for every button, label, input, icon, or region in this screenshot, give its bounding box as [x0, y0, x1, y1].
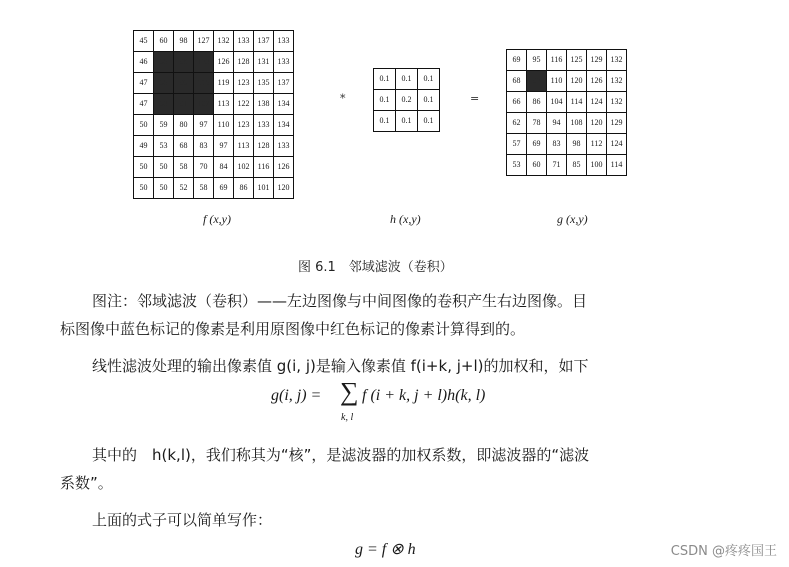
g_matrix-cell: 62	[507, 113, 527, 134]
h_matrix-cell: 0.1	[418, 69, 440, 90]
f_matrix-cell: 127	[194, 31, 214, 52]
h_matrix-cell: 0.2	[396, 90, 418, 111]
f_matrix-cell: 137	[274, 73, 294, 94]
kernel-line-2: 系数”。	[60, 474, 113, 492]
f_matrix-cell: 50	[134, 115, 154, 136]
h_matrix-cell: 0.1	[374, 111, 396, 132]
f_matrix-cell: 123	[234, 115, 254, 136]
f_matrix-cell: 70	[194, 157, 214, 178]
note-line-2: 标图像中蓝色标记的像素是利用原图像中红色标记的像素计算得到的。	[60, 320, 526, 338]
f_matrix-cell: 65	[154, 73, 174, 94]
f_matrix-cell: 84	[214, 157, 234, 178]
f_matrix-cell: 133	[234, 31, 254, 52]
f_matrix-cell: 53	[154, 136, 174, 157]
g_matrix-row	[507, 71, 627, 92]
g_matrix-cell: 120	[567, 71, 587, 92]
f_matrix-row	[134, 73, 294, 94]
f_matrix-cell: 134	[274, 115, 294, 136]
f_matrix-cell: 133	[274, 31, 294, 52]
f_matrix-cell: 107	[194, 94, 214, 115]
sigma-subscript: k, l	[341, 412, 354, 423]
f_matrix-cell: 58	[194, 178, 214, 199]
g_matrix-cell: 108	[567, 113, 587, 134]
f_matrix-cell: 47	[134, 73, 154, 94]
g_matrix-cell: 68	[507, 71, 527, 92]
sigma-symbol: ∑	[340, 377, 359, 406]
f_matrix-cell: 50	[154, 157, 174, 178]
g_matrix-cell: 132	[607, 71, 627, 92]
final-formula: g = f ⊗ h	[355, 541, 416, 558]
h_matrix-cell: 0.1	[374, 90, 396, 111]
f_matrix-cell: 133	[274, 136, 294, 157]
f_matrix-cell: 122	[234, 94, 254, 115]
g_matrix-cell: 85	[567, 155, 587, 176]
g_matrix-cell: 78	[527, 113, 547, 134]
g_matrix-cell: 125	[567, 50, 587, 71]
h_matrix-cell: 0.1	[374, 69, 396, 90]
matrix-f	[133, 30, 294, 199]
g_matrix-cell: 114	[567, 92, 587, 113]
f_matrix-cell: 126	[274, 157, 294, 178]
g_matrix-cell: 129	[587, 50, 607, 71]
f_matrix-row	[134, 157, 294, 178]
f_matrix-row	[134, 136, 294, 157]
figure-caption: 图 6.1 邻域滤波（卷积）	[298, 260, 453, 275]
h_matrix-cell: 0.1	[418, 90, 440, 111]
f_matrix-cell: 50	[154, 178, 174, 199]
h_matrix-cell: 0.1	[396, 111, 418, 132]
label-f: f (x,y)	[203, 212, 231, 226]
f_matrix-cell: 131	[254, 52, 274, 73]
f_matrix-cell: 102	[234, 157, 254, 178]
g_matrix-cell: 69	[527, 134, 547, 155]
f_matrix-cell: 97	[214, 136, 234, 157]
g_matrix-cell: 124	[607, 134, 627, 155]
f_matrix-cell: 115	[194, 73, 214, 94]
g_matrix-row	[507, 50, 627, 71]
f_matrix-cell: 50	[134, 178, 154, 199]
g_matrix-row	[507, 155, 627, 176]
f_matrix-cell: 133	[274, 52, 294, 73]
f_matrix-cell: 65	[154, 52, 174, 73]
f_matrix-cell: 52	[174, 178, 194, 199]
g_matrix-cell: 60	[527, 155, 547, 176]
f_matrix-cell: 116	[254, 157, 274, 178]
f_matrix-cell: 60	[154, 31, 174, 52]
f_matrix-cell: 68	[174, 136, 194, 157]
g_matrix-cell: 86	[527, 92, 547, 113]
g_matrix-cell: 129	[607, 113, 627, 134]
f_matrix-cell: 101	[254, 178, 274, 199]
f_matrix-cell: 126	[214, 52, 234, 73]
f_matrix-cell: 132	[214, 31, 234, 52]
simple-form-line: 上面的式子可以简单写作：	[92, 511, 273, 529]
f_matrix-cell: 45	[134, 31, 154, 52]
f_matrix-cell: 98	[174, 31, 194, 52]
f_matrix-cell: 123	[234, 73, 254, 94]
f_matrix-cell: 119	[214, 73, 234, 94]
g_matrix-cell: 110	[547, 71, 567, 92]
g_matrix-row	[507, 113, 627, 134]
formula-right: f (i + k, j + l)h(k, l)	[362, 387, 486, 404]
g_matrix-cell: 126	[587, 71, 607, 92]
f_matrix-cell: 47	[134, 94, 154, 115]
g_matrix-cell: 114	[607, 155, 627, 176]
g_matrix-cell: 124	[587, 92, 607, 113]
g_matrix-cell: 132	[607, 92, 627, 113]
f_matrix-cell: 50	[134, 157, 154, 178]
f_matrix-cell: 98	[174, 52, 194, 73]
f_matrix-row	[134, 31, 294, 52]
f_matrix-cell: 83	[194, 136, 214, 157]
f_matrix-cell: 80	[174, 115, 194, 136]
h_matrix-row	[374, 111, 440, 132]
g_matrix-cell: 104	[547, 92, 567, 113]
g_matrix-cell: 83	[547, 134, 567, 155]
f_matrix-cell: 69	[214, 178, 234, 199]
h_matrix-row	[374, 69, 440, 90]
h_matrix-cell: 0.1	[418, 111, 440, 132]
g_matrix-cell: 100	[587, 155, 607, 176]
f_matrix-cell: 137	[254, 31, 274, 52]
f_matrix-cell: 49	[134, 136, 154, 157]
formula-left: g(i, j) =	[271, 387, 322, 404]
g_matrix-row	[507, 134, 627, 155]
matrix-g	[506, 49, 627, 176]
g_matrix-cell: 69	[507, 50, 527, 71]
f_matrix-cell: 58	[174, 157, 194, 178]
h_matrix-row	[374, 90, 440, 111]
f_matrix-row	[134, 52, 294, 73]
g_matrix-cell: 116	[547, 50, 567, 71]
f_matrix-cell: 133	[254, 115, 274, 136]
g_matrix-cell: 95	[527, 50, 547, 71]
note-line-1: 图注：邻域滤波（卷积）——左边图像与中间图像的卷积产生右边图像。目	[92, 292, 588, 310]
f_matrix-cell: 134	[274, 94, 294, 115]
f_matrix-cell: 86	[234, 178, 254, 199]
g_matrix-cell: 98	[567, 134, 587, 155]
f_matrix-cell: 135	[254, 73, 274, 94]
convolution-operator: *	[340, 92, 346, 105]
g_matrix-row	[507, 92, 627, 113]
f_matrix-cell: 110	[214, 115, 234, 136]
h_matrix-cell: 0.1	[396, 69, 418, 90]
g_matrix-cell: 57	[507, 134, 527, 155]
matrix-h	[373, 68, 440, 132]
equals-operator: =	[470, 92, 480, 105]
g_matrix-cell: 92	[527, 71, 547, 92]
f_matrix-cell: 138	[254, 94, 274, 115]
f_matrix-cell: 120	[274, 178, 294, 199]
g_matrix-cell: 132	[607, 50, 627, 71]
kernel-line-1: 其中的 h(k,l)，我们称其为“核”，是滤波器的加权系数，即滤波器的“滤波	[92, 446, 590, 464]
g_matrix-cell: 120	[587, 113, 607, 134]
g_matrix-cell: 112	[587, 134, 607, 155]
f_matrix-cell: 128	[254, 136, 274, 157]
label-h: h (x,y)	[390, 212, 421, 226]
g_matrix-cell: 71	[547, 155, 567, 176]
watermark: CSDN @疼疼国王	[670, 544, 777, 559]
f_matrix-row	[134, 115, 294, 136]
f_matrix-cell: 46	[134, 52, 154, 73]
f_matrix-cell: 113	[214, 94, 234, 115]
f_matrix-cell: 59	[154, 115, 174, 136]
f_matrix-cell: 113	[234, 136, 254, 157]
f_matrix-row	[134, 178, 294, 199]
linear-filter-line: 线性滤波处理的输出像素值 g(i, j)是输入像素值 f(i+k, j+l)的加权和，如下	[92, 357, 589, 375]
label-g: g (x,y)	[557, 212, 588, 226]
g_matrix-cell: 53	[507, 155, 527, 176]
g_matrix-cell: 94	[547, 113, 567, 134]
f_matrix-row	[134, 94, 294, 115]
f_matrix-cell: 97	[194, 115, 214, 136]
f_matrix-cell: 96	[174, 73, 194, 94]
f_matrix-cell: 123	[194, 52, 214, 73]
f_matrix-cell: 128	[234, 52, 254, 73]
g_matrix-cell: 66	[507, 92, 527, 113]
f_matrix-cell: 91	[174, 94, 194, 115]
f_matrix-cell: 63	[154, 94, 174, 115]
